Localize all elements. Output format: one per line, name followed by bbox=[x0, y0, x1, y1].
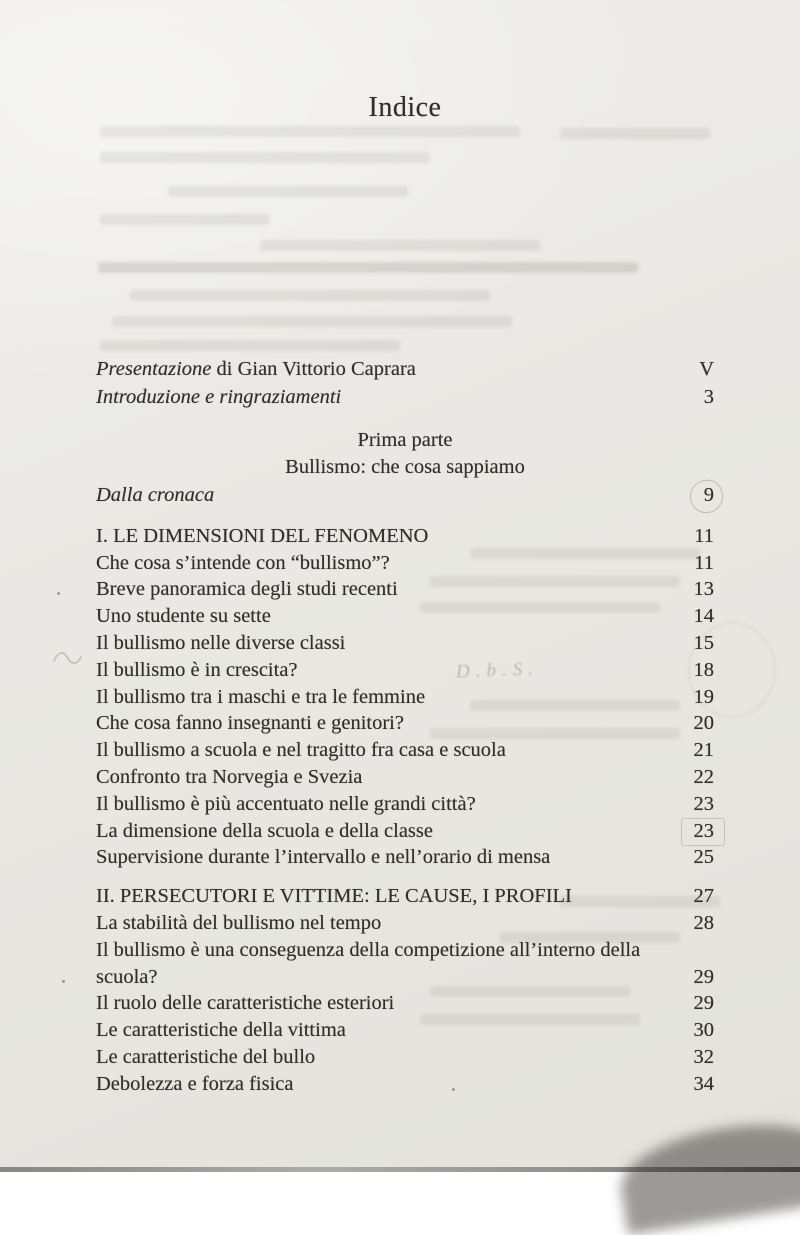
toc-row bbox=[96, 844, 714, 871]
bleed-through-line bbox=[560, 128, 710, 139]
dust-speck bbox=[57, 592, 60, 595]
toc-row bbox=[96, 737, 714, 764]
toc-entry-title: Uno studente su sette bbox=[96, 605, 271, 628]
scan-corner-shadow bbox=[614, 1111, 800, 1234]
toc-row bbox=[96, 1044, 714, 1071]
page-number: 29 bbox=[693, 965, 714, 988]
toc-entry-title: Confronto tra Norvegia e Svezia bbox=[96, 765, 363, 788]
dust-speck bbox=[452, 1088, 455, 1091]
page-number: 30 bbox=[693, 1019, 714, 1042]
toc-entry-title: I. LE DIMENSIONI DEL FENOMENO bbox=[96, 524, 429, 547]
page-number: 3 bbox=[703, 385, 714, 408]
toc-entry-title: Il bullismo è più accentuato nelle grandi città? bbox=[96, 792, 476, 815]
page-number: 20 bbox=[693, 712, 714, 735]
toc-row bbox=[96, 576, 714, 603]
page-number: 11 bbox=[694, 551, 714, 574]
toc-row bbox=[96, 937, 714, 991]
bleed-through-line bbox=[100, 152, 430, 163]
toc-row bbox=[96, 990, 714, 1017]
toc-entry-title: Il ruolo delle caratteristiche esteriori bbox=[96, 992, 395, 1015]
pencil-handwriting: D.b.S. bbox=[455, 658, 540, 683]
toc-row bbox=[96, 684, 714, 711]
page-number: 34 bbox=[693, 1072, 714, 1095]
toc-entry-title: Che cosa s’intende con “bullismo”? bbox=[96, 551, 390, 574]
page-number: 23 bbox=[693, 792, 714, 815]
toc-row bbox=[96, 791, 714, 818]
bleed-through-line bbox=[112, 316, 512, 327]
toc-entry-title: II. PERSECUTORI E VITTIME: LE CAUSE, I PROFILI bbox=[96, 885, 572, 908]
toc-entry-title: Debolezza e forza fisica bbox=[96, 1072, 294, 1095]
toc-row bbox=[96, 764, 714, 791]
toc-row bbox=[96, 710, 714, 737]
page-number: 15 bbox=[693, 631, 714, 654]
front-matter bbox=[96, 356, 714, 411]
toc-row bbox=[96, 523, 714, 550]
toc-entry-title: Dalla cronaca bbox=[96, 484, 215, 506]
toc-row bbox=[96, 910, 714, 937]
pencil-smudge-oval bbox=[688, 622, 776, 718]
bleed-through-line bbox=[100, 214, 270, 225]
page-number: 14 bbox=[693, 605, 714, 628]
page-number: 32 bbox=[693, 1045, 714, 1068]
toc-entry-title: Il bullismo è in crescita? bbox=[96, 658, 298, 681]
page-number: 22 bbox=[693, 765, 714, 788]
toc-entry-title: Il bullismo a scuola e nel tragitto fra casa e scuola bbox=[96, 739, 506, 762]
toc-entry-title: Il bullismo nelle diverse classi bbox=[96, 631, 346, 654]
front-matter-row bbox=[96, 384, 714, 412]
page-number: V bbox=[699, 358, 714, 380]
front-matter-label: Presentazione di Gian Vittorio Caprara bbox=[96, 358, 416, 380]
part-title: Bullismo: che cosa sappiamo bbox=[285, 456, 525, 478]
page-number: 18 bbox=[693, 658, 714, 681]
toc-row bbox=[96, 630, 714, 657]
toc-entry-title: Breve panoramica degli studi recenti bbox=[96, 578, 398, 601]
toc-row bbox=[96, 818, 714, 845]
page-number: 13 bbox=[693, 578, 714, 601]
toc-row bbox=[96, 657, 714, 684]
bleed-through-line bbox=[168, 186, 408, 197]
toc-entry-title: La dimensione della scuola e della classe bbox=[96, 819, 433, 842]
pencil-squiggle-mark bbox=[48, 645, 88, 671]
toc-row bbox=[96, 1071, 714, 1098]
toc-row bbox=[96, 1017, 714, 1044]
scan-bottom-edge bbox=[0, 1167, 800, 1172]
toc-row bbox=[96, 482, 714, 509]
toc-entry-title: La stabilità del bullismo nel tempo bbox=[96, 911, 382, 934]
page-number: 25 bbox=[693, 846, 714, 869]
toc-entry-title: Supervisione durante l’intervallo e nell’orario di mensa bbox=[96, 846, 551, 869]
bleed-through-line bbox=[260, 240, 540, 251]
toc-row bbox=[96, 883, 714, 910]
part-number: Prima parte bbox=[357, 429, 453, 451]
toc-entry-title: Le caratteristiche della vittima bbox=[96, 1019, 346, 1042]
part-heading bbox=[0, 427, 800, 481]
page-number: 28 bbox=[693, 911, 714, 934]
toc-entry-title: Le caratteristiche del bullo bbox=[96, 1045, 316, 1068]
bleed-through-line bbox=[98, 262, 638, 273]
page-number: 19 bbox=[693, 685, 714, 708]
bleed-through-line bbox=[100, 126, 520, 137]
page-number: 27 bbox=[693, 885, 714, 908]
page-number: 21 bbox=[693, 739, 714, 762]
toc-list bbox=[96, 482, 714, 1098]
front-matter-row bbox=[96, 356, 714, 384]
page-number: 11 bbox=[694, 524, 714, 547]
bleed-through-line bbox=[130, 290, 490, 301]
page-number: 9 bbox=[668, 482, 714, 509]
toc-entry-title: Che cosa fanno insegnanti e genitori? bbox=[96, 712, 404, 735]
toc-row bbox=[96, 603, 714, 630]
page-title: Indice bbox=[368, 92, 442, 123]
bleed-through-line bbox=[100, 340, 400, 351]
page-number: 23 bbox=[668, 818, 714, 845]
toc-entry-title: Il bullismo tra i maschi e tra le femmine bbox=[96, 685, 426, 708]
front-matter-label: Introduzione e ringraziamenti bbox=[96, 385, 342, 408]
page-number: 29 bbox=[693, 992, 714, 1015]
dust-speck bbox=[62, 980, 65, 983]
toc-entry-title: Il bullismo è una conseguenza della competizione all’interno della scuola? bbox=[96, 938, 641, 988]
toc-row bbox=[96, 550, 714, 577]
